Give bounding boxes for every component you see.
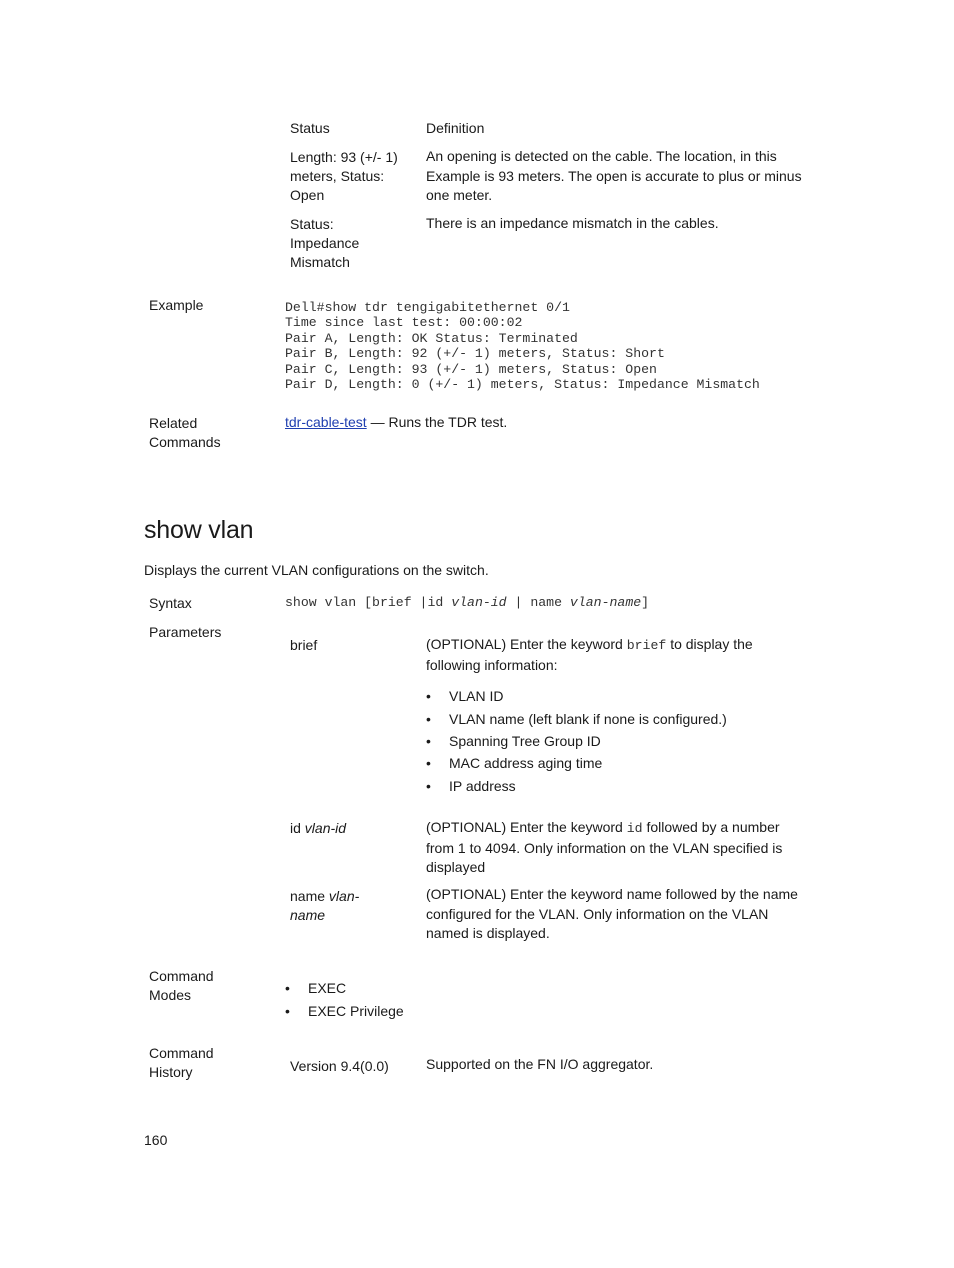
syntax-command <box>285 595 649 610</box>
example-code-block <box>285 300 760 392</box>
keyword-code: brief <box>626 638 667 653</box>
history-description: Supported on the FN I/O aggregator. <box>426 1056 654 1072</box>
status-line: Impedance <box>290 235 360 251</box>
status-line: meters, Status: <box>290 168 385 184</box>
code-line: Time since last test: 00:00:02 <box>285 315 523 331</box>
desc-text: following information: <box>426 656 558 673</box>
code-line: Pair D, Length: 0 (+/- 1) meters, Status: Impedance Mismatch <box>285 377 760 393</box>
syntax-text: ] <box>641 595 650 610</box>
code-line: Dell#show tdr tengigabitethernet 0/1 <box>285 300 570 315</box>
label-line: Command <box>149 1045 214 1061</box>
label-line: Command <box>149 968 214 984</box>
syntax-text: show vlan [brief |id <box>285 595 452 610</box>
bullet-text: IP address <box>449 778 516 794</box>
label-line: Commands <box>149 434 221 450</box>
command-history-label <box>149 1044 214 1082</box>
example-label: Example <box>149 297 204 313</box>
param-name-name <box>290 887 359 925</box>
code-line: Pair A, Length: OK Status: Terminated <box>285 330 578 346</box>
definition-cell-open <box>426 147 802 206</box>
param-brief-description <box>426 635 753 675</box>
definition-column-header: Definition <box>426 120 485 136</box>
status-line: Length: 93 (+/- 1) <box>290 149 398 165</box>
bullet-text: MAC address aging time <box>449 755 603 771</box>
related-commands-entry <box>285 413 507 433</box>
bullet-dot: • <box>426 755 431 771</box>
bullet-text: VLAN ID <box>449 688 504 704</box>
command-modes-label <box>149 967 214 1005</box>
param-keyword: name <box>290 888 329 904</box>
tdr-cable-test-link[interactable]: tdr-cable-test <box>285 414 367 430</box>
section-description: Displays the current VLAN configurations on the switch. <box>144 562 489 578</box>
desc-text: (OPTIONAL) Enter the keyword name followed by the name <box>426 886 798 902</box>
definition-line: There is an impedance mismatch in the cables. <box>426 215 719 231</box>
definition-line: one meter. <box>426 187 493 203</box>
param-brief-name: brief <box>290 637 318 653</box>
status-cell-mismatch <box>290 215 359 272</box>
mode-text: EXEC Privilege <box>308 1003 404 1019</box>
syntax-vlan-id-placeholder: vlan-id <box>451 595 507 610</box>
param-id-description <box>426 818 782 878</box>
label-line: Modes <box>149 987 192 1003</box>
desc-text: configured for the VLAN. Only information on the VLAN <box>426 905 769 922</box>
keyword-code: id <box>626 821 643 836</box>
syntax-text: | name <box>506 595 570 610</box>
bullet-dot: • <box>426 688 431 704</box>
desc-text: (OPTIONAL) Enter the keyword <box>426 819 627 835</box>
bullet-dot: • <box>426 733 431 749</box>
mode-text: EXEC <box>308 980 347 996</box>
status-line: Status: <box>290 216 334 232</box>
status-column-header: Status <box>290 120 330 136</box>
syntax-vlan-name-placeholder: vlan-name <box>569 595 642 610</box>
param-placeholder: vlan- <box>328 888 360 904</box>
section-title: show vlan <box>144 516 254 544</box>
desc-text: followed by a number <box>642 819 780 835</box>
bullet-dot: • <box>426 778 431 794</box>
param-keyword: id <box>290 820 305 836</box>
code-line: Pair C, Length: 93 (+/- 1) meters, Status: Open <box>285 361 657 377</box>
label-line: History <box>149 1064 193 1080</box>
status-line: Open <box>290 187 325 203</box>
bullet-text: Spanning Tree Group ID <box>449 733 601 749</box>
desc-text: displayed <box>426 859 486 875</box>
definition-cell-mismatch <box>426 214 719 234</box>
param-placeholder: name <box>290 907 326 923</box>
syntax-label: Syntax <box>149 595 192 611</box>
parameters-label: Parameters <box>149 624 222 640</box>
param-placeholder: vlan-id <box>304 820 347 836</box>
bullet-dot: • <box>285 980 290 996</box>
definition-line: An opening is detected on the cable. The location, in this <box>426 148 777 164</box>
param-name-description <box>426 885 798 944</box>
desc-text: to display the <box>666 636 753 652</box>
bullet-dot: • <box>426 711 431 727</box>
desc-text: from 1 to 4094. Only information on the VLAN specified is <box>426 839 783 856</box>
bullet-text: VLAN name (left blank if none is configured.) <box>449 711 727 727</box>
param-id-name <box>290 819 346 838</box>
status-line: Mismatch <box>290 254 350 270</box>
related-command-description: — Runs the TDR test. <box>366 414 508 430</box>
status-cell-open <box>290 148 398 205</box>
definition-line: Example is 93 meters. The open is accurate to plus or minus <box>426 167 802 184</box>
label-line: Related <box>149 415 198 431</box>
desc-text: (OPTIONAL) Enter the keyword <box>426 636 627 652</box>
bullet-dot: • <box>285 1003 290 1019</box>
history-version: Version 9.4(0.0) <box>290 1058 389 1074</box>
desc-text: named is displayed. <box>426 925 550 941</box>
page-number: 160 <box>144 1132 168 1148</box>
related-commands-label <box>149 414 221 452</box>
code-line: Pair B, Length: 92 (+/- 1) meters, Status: Short <box>285 346 665 362</box>
